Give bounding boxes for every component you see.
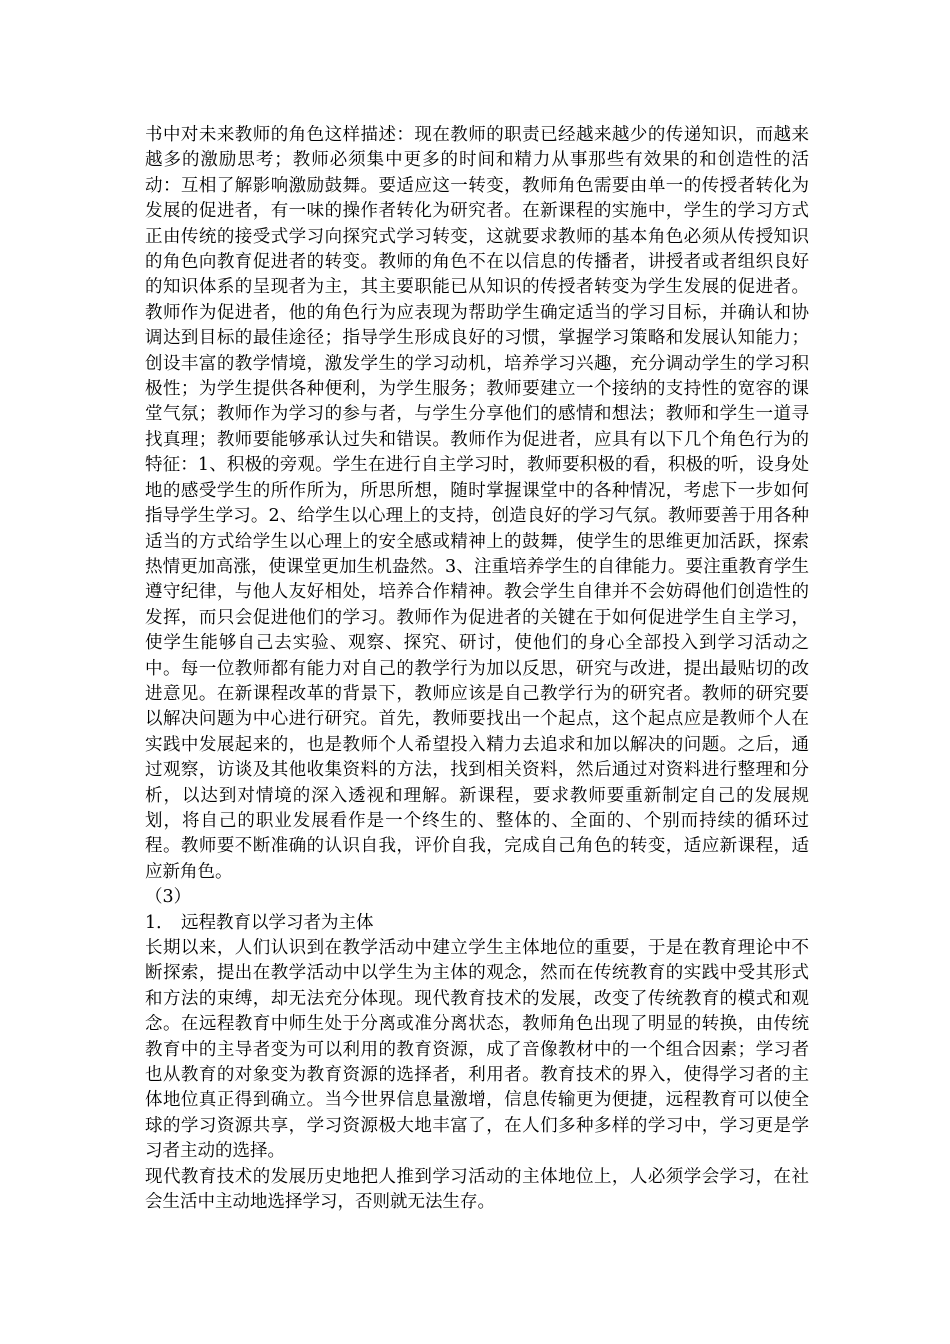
document-body [145,123,809,1215]
section-heading [145,911,809,936]
body-paragraph-3: 现代教育技术的发展历史地把人推到学习活动的主体地位上，人必须学会学习，在社会生活中主动地选择学习，否则就无法生存。 [145,1166,809,1213]
body-paragraph-1: 书中对未来教师的角色这样描述：现在教师的职责已经越来越少的传递知识，而越来越多的激励思考；教师必须集中更多的时间和精力从事那些有效果的和创造性的活动：互相了解影响激励鼓舞。要适应这一转变，教师角色需要由单一的传授者转化为发展的促进者，有一味的操作者转化为研究者。在新课程的实施中，学生的学习方式正由传统的接受式学习向探究式学习转变，这就要求教师的基本角色必须从传授知识的角色向教育促进者的转变。教师的角色不在以信息的传播者，讲授者或者组织良好的知识体系的呈现者为主，其主要职能已从知识的传授者转变为学生发展的促进者。教师作为促进者，他的角色行为应表现为帮助学生确定适当的学习目标，并确认和协调达到目标的最佳途径；指导学生形成良好的习惯，掌握学习策略和发展认知能力；创设丰富的教学情境，激发学生的学习动机，培养学习兴趣，充分调动学生的学习积极性；为学生提供各种便利，为学生服务；教师要建立一个接纳的支持性的宽容的课堂气氛；教师作为学习的参与者，与学生分享他们的感情和想法；教师和学生一道寻找真理；教师要能够承认过失和错误。教师作为促进者，应具有以下几个角色行为的特征：1、积极的旁观。学生在进行自主学习时，教师要积极的看，积极的听，设身处地的感受学生的所作所为，所思所想，随时掌握课堂中的各种情况，考虑下一步如何指导学生学习。2、给学生以心理上的支持，创造良好的学习气氛。教师要善于用各种适当的方式给学生以心理上的安全感或精神上的鼓舞，使学生的思维更加活跃，探索热情更加高涨，使课堂更加生机盎然。3、注重培养学生的自律能力。要注重教育学生遵守纪律，与他人友好相处，培养合作精神。教会学生自律并不会妨碍他们创造性的发挥，而只会促进他们的学习。教师作为促进者的关键在于如何促进学生自主学习，使学生能够自己去实验、观察、探究、研讨，使他们的身心全部投入到学习活动之中。每一位教师都有能力对自己的教学行为加以反思，研究与改进，提出最贴切的改进意见。在新课程改革的背景下，教师应该是自己教学行为的研究者。教师的研究要以解决问题为中心进行研究。首先，教师要找出一个起点，这个起点应是教师个人在实践中发展起来的，也是教师个人希望投入精力去追求和加以解决的问题。之后，通过观察，访谈及其他收集资料的方法，找到相关资料，然后通过对资料进行整理和分析，以达到对情境的深入透视和理解。新课程，要求教师要重新制定自己的发展规划，将自己的职业发展看作是一个终生的、整体的、全面的、个别而持续的循环过程。教师要不断准确的认识自我，评价自我，完成自己角色的转变，适应新课程，适应新角色。 [145,125,809,882]
heading-title: 远程教育以学习者为主体 [181,912,374,933]
body-paragraph-2: 长期以来，人们认识到在教学活动中建立学生主体地位的重要，于是在教育理论中不断探索，提出在教学活动中以学生为主体的观念，然而在传统教育的实践中受其形式和方法的束缚，却无法充分体现。现代教育技术的发展，改变了传统教育的模式和观念。在远程教育中师生处于分离或准分离状态，教师角色出现了明显的转换，由传统教育中的主导者变为可以利用的教育资源，成了音像教材中的一个组合因素；学习者也从教育的对象变为教育资源的选择者，利用者。教育技术的界入，使得学习者的主体地位真正得到确立。当今世界信息量激增，信息传输更为便捷，远程教育可以使全球的学习资源共享，学习资源极大地丰富了，在人们多种多样的学习中，学习更是学习者主动的选择。 [145,938,809,1162]
section-label: （3） [145,887,192,908]
heading-number: 1． [145,912,174,933]
